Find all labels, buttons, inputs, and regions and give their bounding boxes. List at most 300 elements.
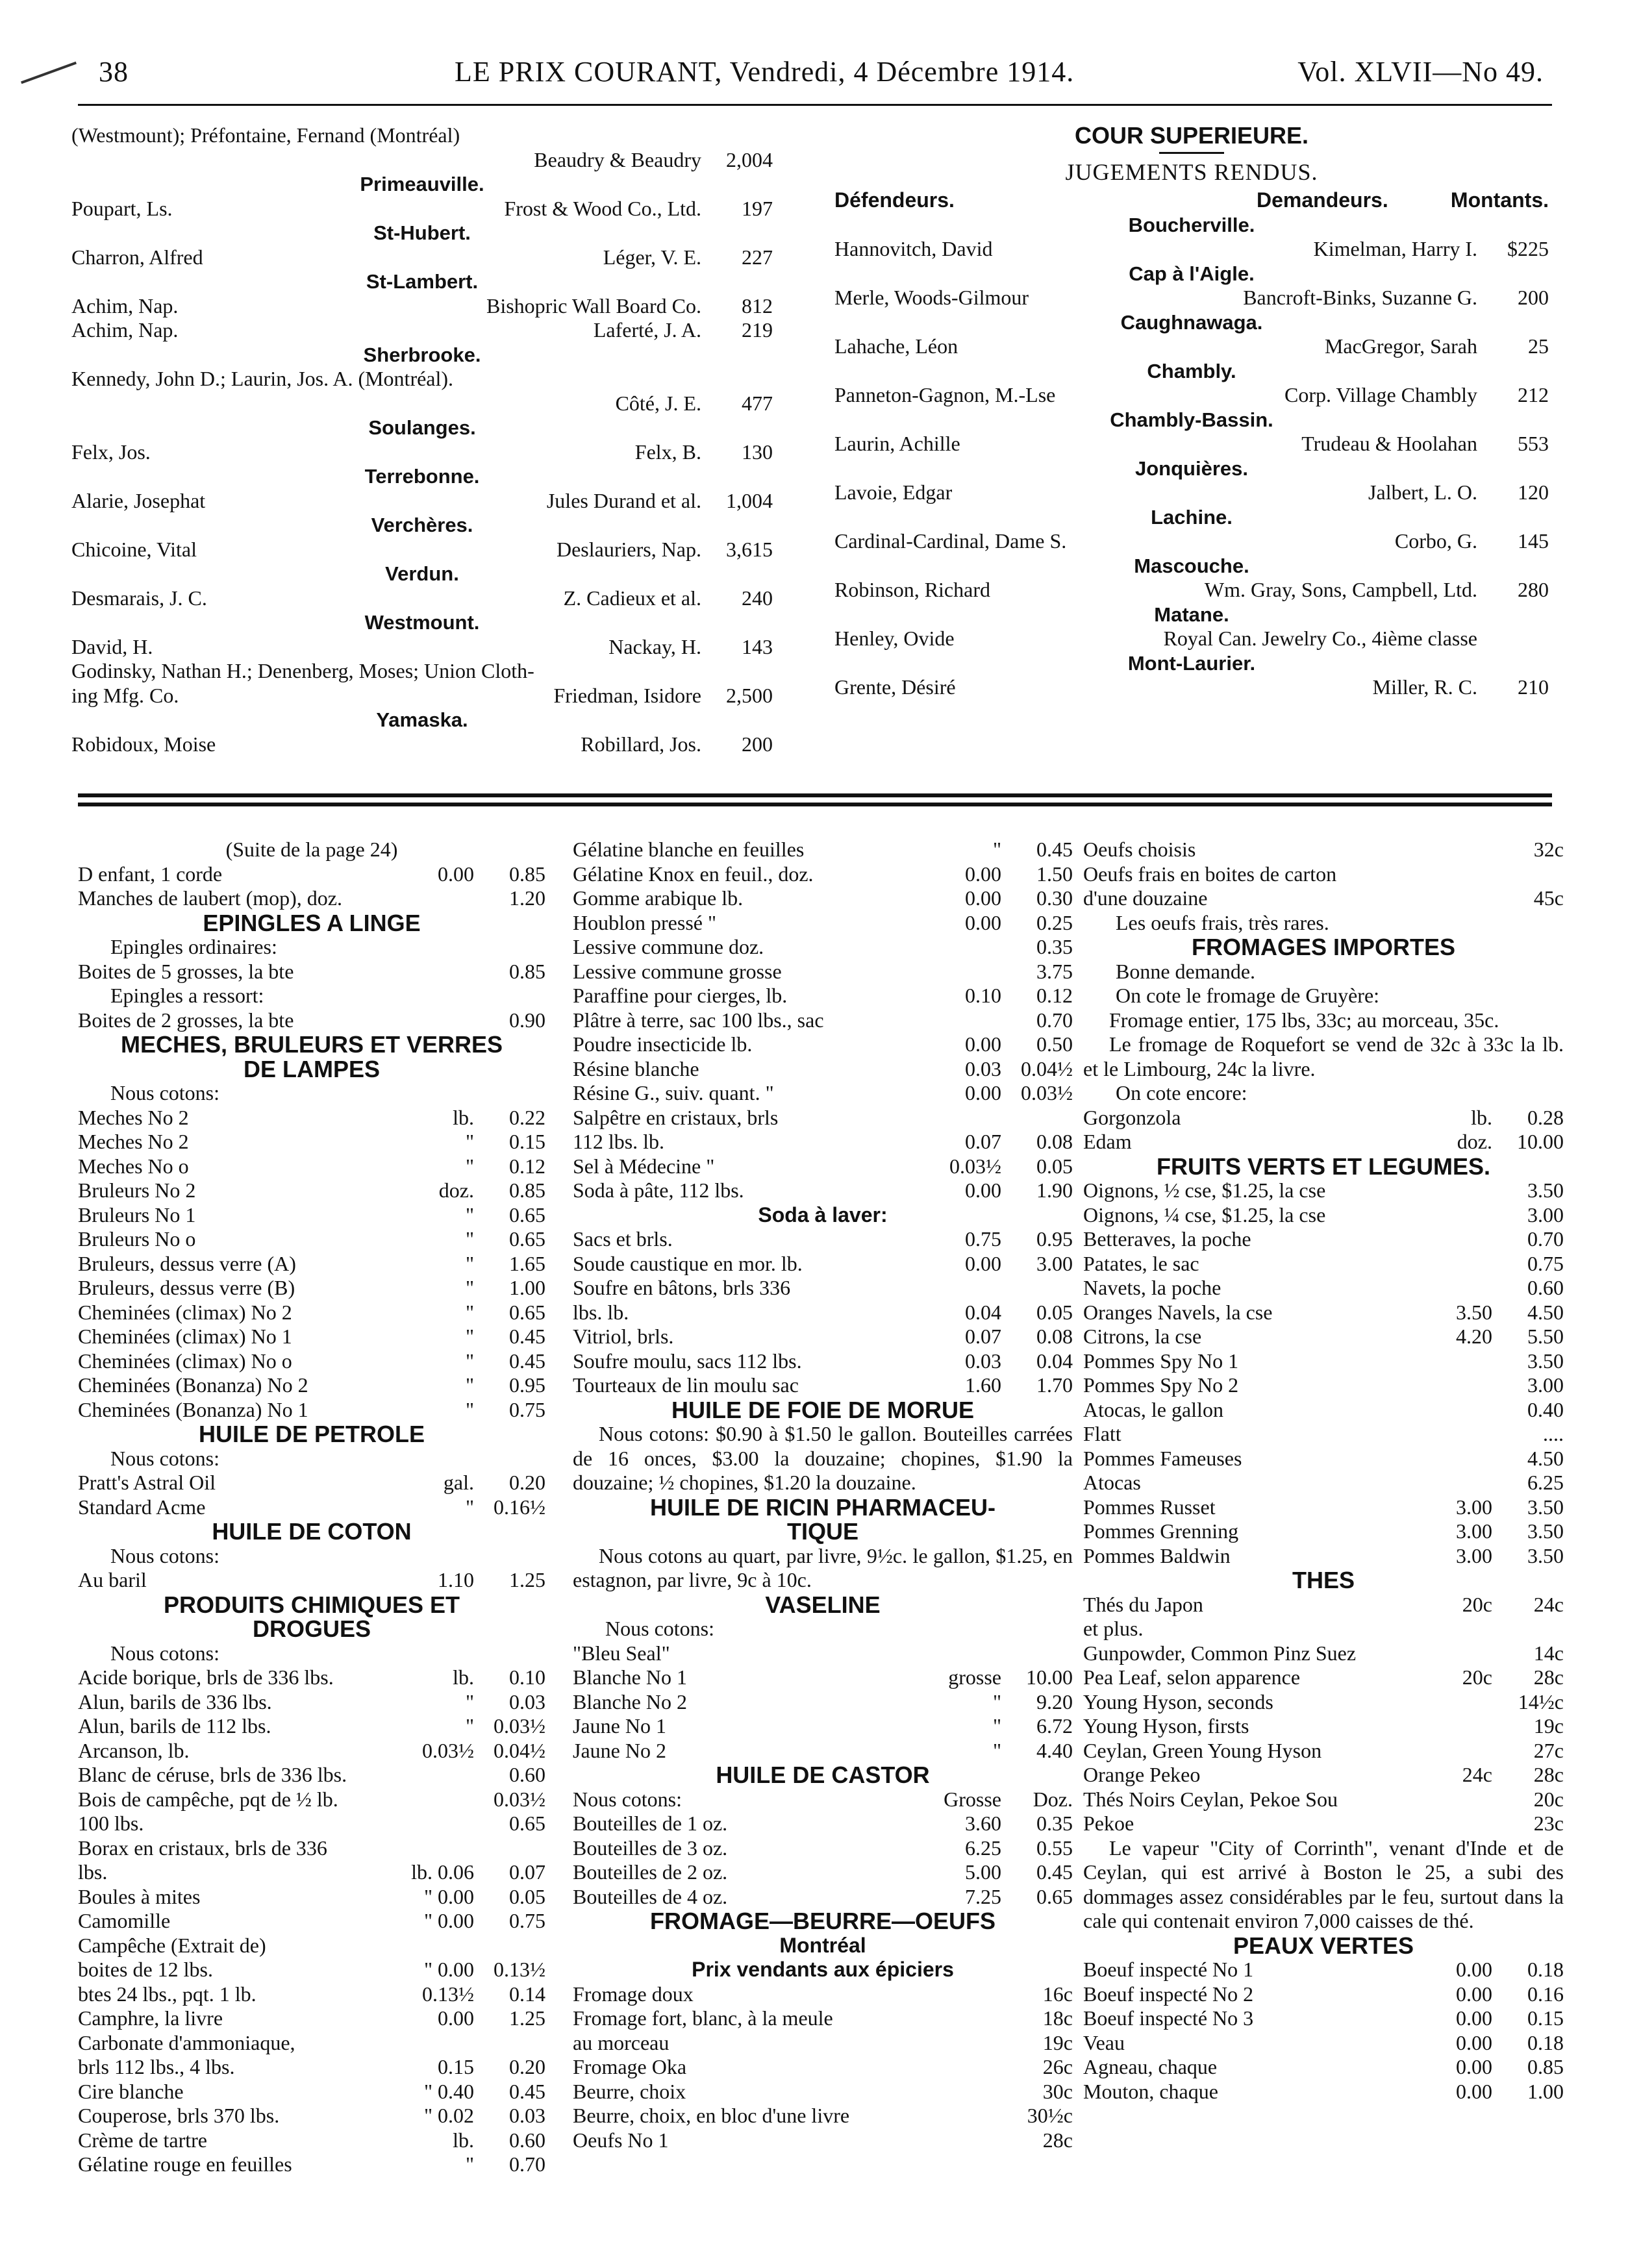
price-low: 3.00: [1456, 1543, 1492, 1567]
section-heading: EPINGLES A LINGE: [203, 909, 421, 936]
item-name: Boeuf inspecté No 1: [1083, 1958, 1254, 1981]
price-row: [573, 1252, 1073, 1277]
price-row: [573, 1106, 1073, 1130]
plaintiff: Z. Cadieux et al.: [563, 586, 701, 610]
price-row: [1083, 1788, 1564, 1812]
price-high: 0.60: [509, 2128, 545, 2152]
price-row: [78, 1714, 545, 1739]
amount: 219: [742, 318, 773, 342]
price-row: [78, 1252, 545, 1277]
price-high: 19c: [1042, 2030, 1073, 2054]
item-name: Navets, la poche: [1083, 1276, 1221, 1299]
place-heading: Verdun.: [385, 562, 459, 585]
price-high: 0.05: [1036, 1154, 1073, 1178]
price-low: ": [992, 838, 1001, 861]
price-row: [1083, 1349, 1564, 1374]
price-high: 0.07: [509, 1860, 545, 1884]
price-high: 4.50: [1527, 1300, 1564, 1324]
item-name: lbs.: [78, 1860, 108, 1884]
section-rule-2: [78, 803, 1552, 806]
note-line: Epingles ordinaires:: [110, 935, 277, 958]
court-subtitle: JUGEMENTS RENDUS.: [1065, 158, 1318, 185]
price-low: 1.60: [965, 1373, 1001, 1397]
plaintiff: Nackay, H.: [608, 634, 701, 658]
judgment-row: [71, 294, 773, 319]
defendant: Hannovitch, David: [834, 237, 993, 260]
section-heading: HUILE DE PETROLE: [198, 1421, 425, 1447]
price-high: 0.16: [1527, 1982, 1564, 2006]
amount: 227: [742, 245, 773, 269]
item-name: Oeufs No 1: [573, 2128, 669, 2152]
amount: 143: [742, 634, 773, 658]
paragraph: Fromage entier, 175 lbs, 33c; au morceau, 35c.: [1109, 1008, 1499, 1032]
item-name: Patates, le sac: [1083, 1251, 1199, 1275]
item-name: Paraffine pour cierges, lb.: [573, 984, 788, 1007]
price-high: 0.55: [1036, 1836, 1073, 1860]
defendant: Grente, Désiré: [834, 675, 956, 699]
court-title: COUR SUPERIEURE.: [1074, 122, 1309, 149]
item-name: Gunpowder, Common Pinz Suez: [1083, 1641, 1357, 1665]
price-low: ": [465, 1300, 474, 1324]
plaintiff: Jalbert, L. O.: [1368, 480, 1477, 504]
item-name: Manches de laubert (mop), doz.: [78, 886, 342, 910]
price-row: [78, 1495, 545, 1520]
section-heading: FROMAGES IMPORTES: [1191, 934, 1456, 960]
price-row: [78, 1860, 545, 1885]
price-low: 3.50: [1456, 1300, 1492, 1324]
item-name: Atocas, le gallon: [1083, 1397, 1223, 1421]
item-name: Oeufs choisis: [1083, 838, 1196, 861]
amount: 553: [1518, 432, 1549, 455]
price-low: doz.: [1457, 1130, 1492, 1153]
defendant: Chicoine, Vital: [71, 537, 197, 561]
price-high: 0.05: [1036, 1300, 1073, 1324]
price-row: [78, 2006, 545, 2031]
price-row: [1083, 1422, 1564, 1447]
defendant: Henley, Ovide: [834, 627, 955, 650]
price-high: 0.85: [1527, 2055, 1564, 2078]
price-low: Grosse: [944, 1787, 1001, 1811]
price-low: ": [992, 1714, 1001, 1738]
item-name: Oranges Navels, la cse: [1083, 1300, 1273, 1324]
plaintiff: Bancroft-Binks, Suzanne G.: [1243, 286, 1477, 309]
defendant: David, H.: [71, 634, 153, 658]
item-name: Pommes Spy No 2: [1083, 1373, 1239, 1397]
item-name: Sel à Médecine ": [573, 1154, 715, 1178]
section-heading: HUILE DE CASTOR: [716, 1762, 930, 1788]
price-row: [78, 1763, 545, 1788]
item-name: Thés du Japon: [1083, 1592, 1203, 1616]
price-high: 0.45: [509, 1349, 545, 1373]
item-name: Camphre, la livre: [78, 2006, 223, 2030]
price-row: [573, 2006, 1073, 2031]
price-low: 0.00: [438, 862, 474, 886]
section-heading: FROMAGE—BEURRE—OEUFS: [649, 1908, 996, 1934]
place-heading: St-Lambert.: [366, 270, 479, 293]
price-high: 0.03½: [1021, 1081, 1073, 1104]
amount: 280: [1518, 578, 1549, 601]
item-name: Cheminées (climax) No 1: [78, 1325, 292, 1348]
price-high: 0.03½: [494, 1787, 545, 1811]
price-row: [78, 886, 545, 911]
price-row: [1083, 1641, 1564, 1666]
price-row: [1083, 1106, 1564, 1130]
price-high: 3.00: [1527, 1203, 1564, 1227]
price-low: 0.00: [965, 1032, 1001, 1056]
price-low: ": [465, 1373, 474, 1397]
place-heading: Verchères.: [371, 514, 473, 536]
amount: 200: [742, 732, 773, 756]
item-name: Bouteilles de 1 oz.: [573, 1812, 728, 1835]
item-name: Blanche No 2: [573, 1689, 687, 1713]
price-high: 10.00: [1517, 1130, 1564, 1153]
amount: 25: [1528, 334, 1549, 358]
price-high: 0.03: [509, 1689, 545, 1713]
item-name: Poudre insecticide lb.: [573, 1032, 753, 1056]
price-row: [573, 1739, 1073, 1763]
price-low: 0.00: [965, 1081, 1001, 1104]
price-row: [573, 1812, 1073, 1836]
party-names: Kennedy, John D.; Laurin, Jos. A. (Montréal).: [71, 367, 454, 390]
price-high: 0.28: [1527, 1105, 1564, 1129]
amount: 200: [1518, 286, 1549, 309]
price-column-1: [78, 838, 545, 2177]
place-heading: Cap à l'Aigle.: [1129, 262, 1255, 285]
judgment-row: [834, 578, 1549, 603]
price-low: 0.00: [1456, 1982, 1492, 2006]
price-low: 0.00: [1456, 2079, 1492, 2103]
place-heading: Primeauville.: [360, 173, 484, 195]
price-row: [1083, 1398, 1564, 1423]
price-row: [573, 984, 1073, 1008]
continuation-note: (Suite de la page 24): [225, 838, 398, 861]
price-low: 3.00: [1456, 1519, 1492, 1543]
item-name: Citrons, la cse: [1083, 1325, 1202, 1348]
amount: 2,004: [726, 147, 773, 171]
price-low: ": [465, 1251, 474, 1275]
price-high: 0.85: [509, 959, 545, 983]
price-row: [1083, 1130, 1564, 1154]
price-high: 0.03½: [494, 1714, 545, 1738]
plaintiff: Léger, V. E.: [603, 245, 701, 269]
price-high: 3.50: [1527, 1495, 1564, 1519]
price-row: [78, 1934, 545, 1958]
price-row: [1083, 2031, 1564, 2056]
item-name: Cheminées (Bonanza) No 2: [78, 1373, 308, 1397]
price-high: 0.50: [1036, 1032, 1073, 1056]
price-low: 6.25: [965, 1836, 1001, 1860]
price-row: [78, 2055, 545, 2080]
item-name: Gorgonzola: [1083, 1105, 1181, 1129]
place-heading: Chambly-Bassin.: [1110, 408, 1273, 431]
party-names: (Westmount); Préfontaine, Fernand (Montréal): [71, 123, 460, 147]
price-high: 0.12: [1036, 984, 1073, 1007]
price-low: " 0.00: [423, 1884, 474, 1908]
price-high: 0.04½: [1021, 1056, 1073, 1080]
price-row: [1083, 2055, 1564, 2080]
item-name: lbs. lb.: [573, 1300, 629, 1324]
price-low: ": [465, 1154, 474, 1178]
price-row: [573, 1057, 1073, 1082]
price-low: lb.: [453, 1665, 474, 1689]
item-name: Atocas: [1083, 1471, 1141, 1494]
price-row: [78, 1958, 545, 1982]
plaintiff: Friedman, Isidore: [553, 683, 701, 707]
amount: 3,615: [726, 537, 773, 561]
item-name: Pommes Spy No 1: [1083, 1349, 1239, 1373]
item-name: Ceylan, Green Young Hyson: [1083, 1738, 1322, 1762]
price-low: 20c: [1462, 1665, 1492, 1689]
price-row: [1083, 1495, 1564, 1520]
price-high: 1.70: [1036, 1373, 1073, 1397]
price-column-2: [573, 838, 1073, 2152]
price-row: [78, 1398, 545, 1423]
judgment-row: [834, 675, 1549, 700]
item-name: Cire blanche: [78, 2079, 184, 2103]
item-name: Bruleurs No o: [78, 1227, 196, 1251]
price-high: 0.75: [1527, 1251, 1564, 1275]
judgment-row: [71, 635, 773, 660]
price-row: [78, 1301, 545, 1325]
price-low: ": [465, 1495, 474, 1519]
defendant: Lavoie, Edgar: [834, 480, 953, 504]
price-high: 0.35: [1036, 935, 1073, 958]
item-name: Plâtre à terre, sac 100 lbs., sac: [573, 1008, 824, 1032]
item-name: Agneau, chaque: [1083, 2055, 1218, 2078]
price-low: lb.: [453, 1105, 474, 1129]
price-high: Doz.: [1033, 1787, 1073, 1811]
price-row: [78, 1178, 545, 1203]
price-low: ": [465, 1276, 474, 1299]
price-high: 4.40: [1036, 1738, 1073, 1762]
item-name: Cheminées (Bonanza) No 1: [78, 1397, 308, 1421]
defendant: Merle, Woods-Gilmour: [834, 286, 1029, 309]
price-high: 0.16½: [494, 1495, 545, 1519]
price-high: 0.08: [1036, 1130, 1073, 1153]
price-row: [573, 862, 1073, 887]
price-column-3: [1083, 838, 1564, 2104]
price-row: [78, 1154, 545, 1179]
price-low: ": [465, 1130, 474, 1153]
plaintiff: Deslauriers, Nap.: [556, 537, 701, 561]
item-name: Campêche (Extrait de): [78, 1933, 266, 1957]
paragraph: Le vapeur "City of Corrinth", venant d'Inde et de Ceylan, qui est arrivé à Boston le 25, a subi des dommages assez considérables par le feu, surtout dans la cale qui contenait environ 7,000 caisses de thé.: [1083, 1836, 1564, 1932]
price-high: 0.75: [509, 1909, 545, 1932]
item-name: Alun, barils de 112 lbs.: [78, 1714, 271, 1738]
defendant: Alarie, Josephat: [71, 488, 206, 512]
price-row: [573, 935, 1073, 960]
price-high: 3.50: [1527, 1349, 1564, 1373]
item-name: Pommes Russet: [1083, 1495, 1216, 1519]
price-row: [1083, 1958, 1564, 1982]
judgment-row: [834, 432, 1549, 456]
price-row: [573, 2128, 1073, 2153]
price-high: 0.60: [509, 1763, 545, 1786]
price-low: ": [465, 1203, 474, 1227]
price-row: [1083, 1252, 1564, 1277]
item-name: et plus.: [1083, 1617, 1144, 1640]
place-heading: Sherbrooke.: [363, 343, 481, 366]
price-high: 0.18: [1527, 1958, 1564, 1981]
price-row: [573, 1982, 1073, 2007]
price-row: [573, 1860, 1073, 1885]
judgment-row: [71, 586, 773, 611]
price-row: [1083, 2080, 1564, 2104]
price-low: lb.: [453, 2128, 474, 2152]
item-name: Vitriol, brls.: [573, 1325, 674, 1348]
judgment-row: [71, 440, 773, 465]
item-name: Soda à pâte, 112 lbs.: [573, 1178, 744, 1202]
price-row: [78, 1836, 545, 1861]
plaintiff: Côté, J. E.: [615, 391, 701, 415]
price-high: 0.65: [509, 1203, 545, 1227]
price-high: 0.65: [509, 1812, 545, 1835]
price-low: " 0.00: [423, 1958, 474, 1981]
price-low: ": [465, 1227, 474, 1251]
plaintiff: Beaudry & Beaudry: [534, 147, 701, 171]
price-low: 0.00: [438, 2006, 474, 2030]
amount: 120: [1518, 480, 1549, 504]
price-high: 16c: [1042, 1982, 1073, 2006]
judgment-row: [834, 627, 1549, 651]
price-high: 0.85: [509, 862, 545, 886]
price-high: 0.05: [509, 1884, 545, 1908]
item-name: Blanc de céruse, brls de 336 lbs.: [78, 1763, 347, 1786]
place-heading: Yamaska.: [376, 708, 468, 731]
plaintiff: Laferté, J. A.: [593, 318, 701, 342]
place-heading: Mascouche.: [1134, 554, 1249, 577]
price-high: 28c: [1533, 1763, 1564, 1786]
paragraph: Nous cotons: $0.90 à $1.50 le gallon. Bouteilles carrées de 16 onces, $3.00 la douzaine; chopines, $1.90 la douzaine; ½ chopines, $1.20 la douzaine.: [573, 1422, 1073, 1494]
price-row: [78, 2128, 545, 2153]
item-name: Fromage Oka: [573, 2055, 687, 2078]
price-low: lb. 0.06: [411, 1860, 474, 1884]
plaintiff: Bishopric Wall Board Co.: [486, 293, 701, 318]
price-low: gal.: [443, 1471, 474, 1494]
item-name: Bouteilles de 3 oz.: [573, 1836, 728, 1860]
price-low: grosse: [948, 1665, 1001, 1689]
price-high: 0.45: [509, 1325, 545, 1348]
price-row: [1083, 1544, 1564, 1569]
item-name: Nous cotons:: [573, 1787, 682, 1811]
price-low: 1.10: [438, 1568, 474, 1591]
amount: 130: [742, 440, 773, 464]
note-line: Epingles a ressort:: [110, 984, 264, 1007]
plaintiff: Miller, R. C.: [1372, 675, 1477, 699]
price-low: doz.: [438, 1178, 474, 1202]
item-name: Bruleurs No 2: [78, 1178, 196, 1202]
price-high: 0.70: [509, 2152, 545, 2176]
price-low: ": [465, 2152, 474, 2176]
cour-superieure: [834, 123, 1549, 700]
price-high: 1.25: [509, 1568, 545, 1591]
price-low: 0.00: [965, 1251, 1001, 1275]
item-name: Bouteilles de 2 oz.: [573, 1860, 728, 1884]
price-high: ....: [1543, 1422, 1564, 1445]
section-heading: PEAUX VERTES: [1233, 1932, 1414, 1959]
price-row: [573, 1276, 1073, 1301]
price-low: ": [465, 1397, 474, 1421]
price-high: 28c: [1042, 2128, 1073, 2152]
price-low: 24c: [1462, 1763, 1492, 1786]
price-row: [1083, 1714, 1564, 1739]
price-row: [1083, 1617, 1564, 1641]
price-high: 26c: [1042, 2055, 1073, 2078]
price-row: [78, 1325, 545, 1349]
price-high: 18c: [1042, 2006, 1073, 2030]
plaintiff: Kimelman, Harry I.: [1313, 237, 1477, 260]
price-row: [78, 862, 545, 887]
price-row: [78, 2152, 545, 2177]
item-name: Soude caustique en mor. lb.: [573, 1251, 803, 1275]
price-low: 3.00: [1456, 1495, 1492, 1519]
court-col-headers: [834, 188, 1549, 213]
place-heading: Jonquières.: [1135, 456, 1248, 480]
item-name: btes 24 lbs., pqt. 1 lb.: [78, 1982, 257, 2006]
plaintiff: Felx, B.: [634, 440, 701, 464]
price-high: 0.70: [1527, 1227, 1564, 1251]
price-row: [573, 1130, 1073, 1154]
price-row: [1083, 1325, 1564, 1349]
item-name: Pommes Fameuses: [1083, 1446, 1242, 1470]
price-row: [1083, 1227, 1564, 1252]
judgments-list-right: [834, 213, 1549, 700]
price-row: [78, 2031, 545, 2056]
item-name: Lessive commune doz.: [573, 935, 764, 958]
item-name: brls 112 lbs., 4 lbs.: [78, 2055, 235, 2078]
price-row: [78, 2104, 545, 2128]
note-line: On cote le fromage de Gruyère:: [1116, 984, 1380, 1007]
price-row: [78, 1982, 545, 2007]
item-name: Oignons, ½ cse, $1.25, la cse: [1083, 1178, 1326, 1202]
price-high: 0.15: [1527, 2006, 1564, 2030]
item-name: Soufre moulu, sacs 112 lbs.: [573, 1349, 802, 1373]
item-name: Bruleurs No 1: [78, 1203, 196, 1227]
price-high: 0.90: [509, 1008, 545, 1032]
price-high: 23c: [1533, 1812, 1564, 1835]
item-name: Young Hyson, firsts: [1083, 1714, 1249, 1738]
item-name: 112 lbs. lb.: [573, 1130, 665, 1153]
price-row: [573, 1032, 1073, 1057]
price-row: [573, 1154, 1073, 1179]
item-name: Thés Noirs Ceylan, Pekoe Sou: [1083, 1787, 1338, 1811]
price-high: 0.45: [1036, 1860, 1073, 1884]
item-name: Boeuf inspecté No 2: [1083, 1982, 1254, 2006]
item-name: Pommes Grenning: [1083, 1519, 1239, 1543]
price-row: [1083, 1665, 1564, 1690]
item-name: Borax en cristaux, brls de 336: [78, 1836, 327, 1860]
section-heading: THES: [1292, 1567, 1355, 1593]
price-high: 10.00: [1026, 1665, 1073, 1689]
item-name: Carbonate d'ammoniaque,: [78, 2030, 295, 2054]
price-row: [573, 1349, 1073, 1374]
price-row: [573, 1081, 1073, 1106]
item-name: Oignons, ¼ cse, $1.25, la cse: [1083, 1203, 1326, 1227]
item-name: Blanche No 1: [573, 1665, 687, 1689]
price-row: [1083, 1812, 1564, 1836]
price-low: 3.60: [965, 1812, 1001, 1835]
price-row: [1083, 1276, 1564, 1301]
price-low: ": [465, 1349, 474, 1373]
price-row: [78, 1909, 545, 1934]
price-row: [78, 1739, 545, 1763]
price-low: 7.25: [965, 1884, 1001, 1908]
plaintiff: Wm. Gray, Sons, Campbell, Ltd.: [1204, 578, 1477, 601]
item-name: Fromage fort, blanc, à la meule: [573, 2006, 833, 2030]
price-high: 20c: [1533, 1787, 1564, 1811]
price-high: 0.20: [509, 1471, 545, 1494]
col-demandeurs: Demandeurs.: [1257, 188, 1388, 212]
